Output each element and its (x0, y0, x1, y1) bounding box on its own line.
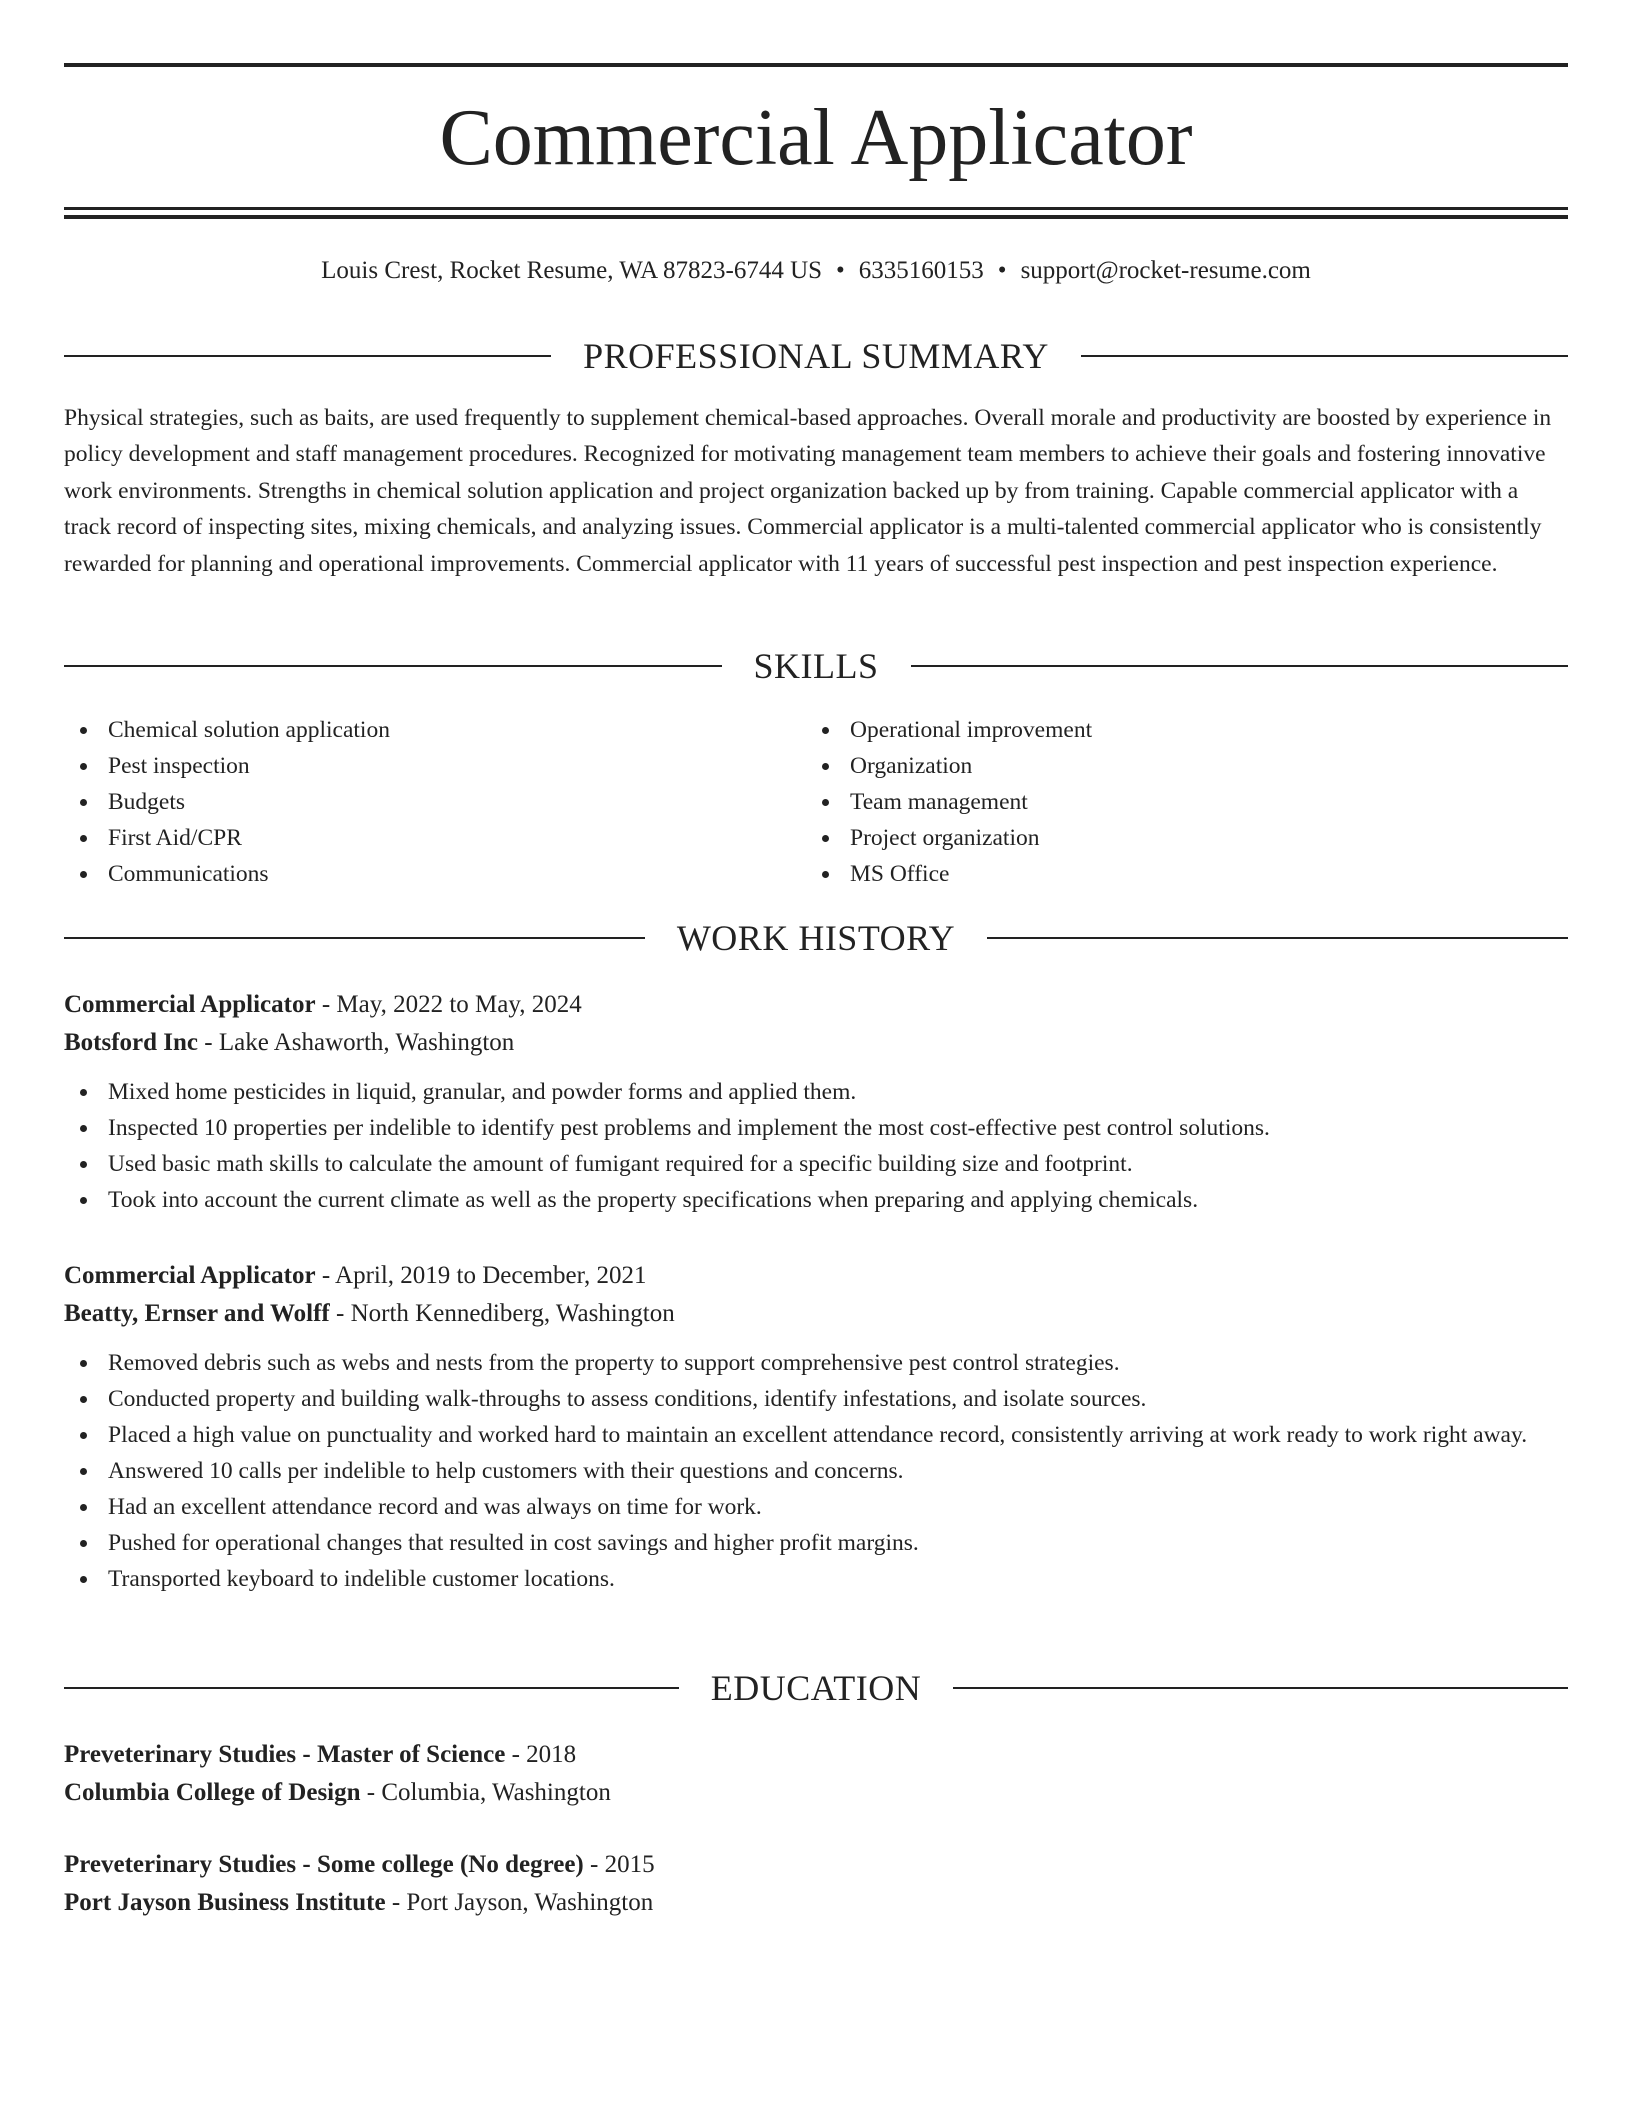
job-location: - Lake Ashaworth, Washington (198, 1029, 515, 1056)
job-company-row (64, 1024, 1568, 1062)
education-school: Columbia College of Design (64, 1779, 361, 1806)
job-company-row (64, 1295, 1568, 1333)
education-school-row (64, 1774, 1568, 1812)
job-bullet: Placed a high value on punctuality and worked hard to maintain an excellent attendance record, consistently arriving at work ready to work right away. (64, 1417, 1568, 1453)
contact-line (64, 254, 1568, 288)
skills-title: SKILLS (753, 646, 879, 686)
divider (1081, 355, 1568, 357)
job-dates: - May, 2022 to May, 2024 (315, 991, 582, 1018)
work-heading (64, 916, 1568, 960)
job-bullet: Used basic math skills to calculate the amount of fumigant required for a specific building size and footprint. (64, 1146, 1568, 1182)
job-bullet: Inspected 10 properties per indelible to identify pest problems and implement the most cost-effective pest control solutions. (64, 1110, 1568, 1146)
divider (64, 355, 551, 357)
work-title: WORK HISTORY (676, 918, 956, 958)
job-location: - North Kennediberg, Washington (329, 1300, 675, 1327)
skill-item: Communications (64, 856, 806, 892)
job-bullet: Mixed home pesticides in liquid, granular, and powder forms and applied them. (64, 1074, 1568, 1110)
contact-address: Louis Crest, Rocket Resume, WA 87823-6744 US (321, 257, 823, 284)
top-rule (64, 63, 1568, 67)
skill-item: First Aid/CPR (64, 820, 806, 856)
education-year: - 2015 (583, 1851, 655, 1878)
summary-text: Physical strategies, such as baits, are used frequently to supplement chemical-based approaches. Overall morale and productivity are boosted by experience in policy development and staff management procedures. Recognized for motivating management team members to achieve their goals and fostering innovative work environments. Strengths in chemical solution application and project organization backed up by from training. Capable commercial applicator with a track record of inspecting sites, mixing chemicals, and analyzing issues. Commercial applicator is a multi-talented commercial applicator who is consistently rewarded for planning and operational improvements. Commercial applicator with 11 years of successful pest inspection and pest inspection experience. (64, 405, 1552, 577)
education-year: - 2018 (505, 1741, 577, 1768)
skills-list (64, 712, 1568, 892)
skill-item: Project organization (806, 820, 1548, 856)
skill-item: Chemical solution application (64, 712, 806, 748)
resume-name: Commercial Applicator (439, 94, 1193, 182)
education-degree-row (64, 1846, 1568, 1884)
job-title: Commercial Applicator (64, 1262, 316, 1289)
job-bullet: Transported keyboard to indelible customer locations. (64, 1561, 1568, 1597)
skills-column-left (64, 712, 806, 892)
job-bullets (64, 1345, 1568, 1597)
education-location: - Port Jayson, Washington (385, 1889, 654, 1916)
divider (911, 665, 1569, 667)
divider (953, 1687, 1568, 1689)
education-degree-row (64, 1736, 1568, 1774)
job-bullet: Answered 10 calls per indelible to help customers with their questions and concerns. (64, 1453, 1568, 1489)
job-bullet: Took into account the current climate as well as the property specifications when preparing and applying chemicals. (64, 1182, 1568, 1218)
education-entry (64, 1736, 1568, 1812)
education-degree: Preveterinary Studies - Master of Science (64, 1741, 506, 1768)
job-bullet: Removed debris such as webs and nests from the property to support comprehensive pest control strategies. (64, 1345, 1568, 1381)
education-school-row (64, 1884, 1568, 1922)
job-bullet: Conducted property and building walk-throughs to assess conditions, identify infestations, and isolate sources. (64, 1381, 1568, 1417)
skills-column-right (806, 712, 1548, 892)
divider (64, 937, 645, 939)
education-degree: Preveterinary Studies - Some college (No degree) (64, 1851, 584, 1878)
job-title: Commercial Applicator (64, 991, 316, 1018)
education-title: EDUCATION (710, 1668, 922, 1708)
summary-heading (64, 334, 1568, 378)
double-rule (64, 207, 1568, 219)
education-heading (64, 1666, 1568, 1710)
divider (64, 1687, 679, 1689)
education-location: - Columbia, Washington (360, 1779, 611, 1806)
job-company: Botsford Inc (64, 1029, 199, 1056)
contact-phone: 6335160153 (858, 257, 984, 284)
skill-item: Operational improvement (806, 712, 1548, 748)
job-title-row (64, 986, 1568, 1024)
skill-item: MS Office (806, 856, 1548, 892)
job-title-row (64, 1257, 1568, 1295)
skill-item: Budgets (64, 784, 806, 820)
education-entry (64, 1846, 1568, 1922)
summary-title: PROFESSIONAL SUMMARY (583, 336, 1049, 376)
divider (64, 665, 722, 667)
job-bullet: Pushed for operational changes that resulted in cost savings and higher profit margins. (64, 1525, 1568, 1561)
contact-separator: • (997, 257, 1007, 284)
job-entry (64, 1257, 1568, 1597)
skill-item: Pest inspection (64, 748, 806, 784)
job-entry (64, 986, 1568, 1218)
contact-email: support@rocket-resume.com (1020, 257, 1311, 284)
contact-separator: • (836, 257, 845, 284)
divider (987, 937, 1568, 939)
job-company: Beatty, Ernser and Wolff (64, 1300, 330, 1327)
job-bullets (64, 1074, 1568, 1218)
skills-heading (64, 644, 1568, 688)
education-school: Port Jayson Business Institute (64, 1889, 386, 1916)
job-dates: - April, 2019 to December, 2021 (315, 1262, 647, 1289)
skill-item: Organization (806, 748, 1548, 784)
job-bullet: Had an excellent attendance record and was always on time for work. (64, 1489, 1568, 1525)
skill-item: Team management (806, 784, 1548, 820)
